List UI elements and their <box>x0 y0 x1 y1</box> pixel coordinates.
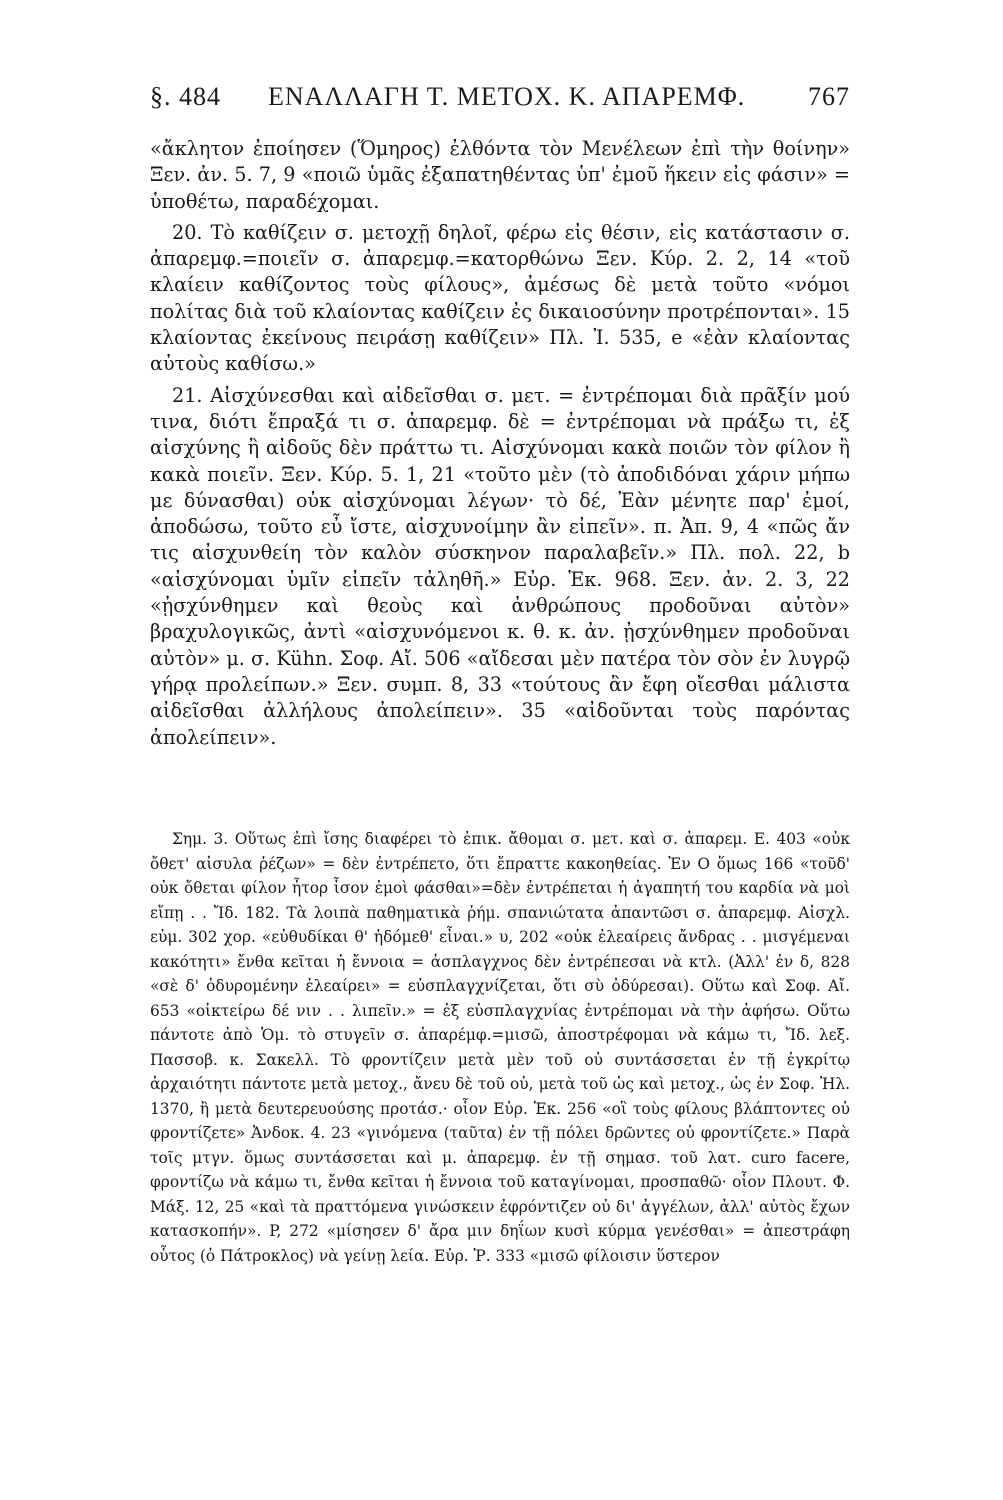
paragraph-20: 20. Τὸ καθίζειν σ. μετοχῇ δηλοῖ, φέρω εἰς θέσιν, εἰς κατάστασιν σ. ἀπαρεμφ.=ποιεῖν σ. ἀπαρεμφ.=κατορθώνω Ξεν. Κύρ. 2. 2, 14 «τοῦ κλαίειν καθίζοντος τοὺς φίλους», ἀμέσως δὲ μετὰ τοῦτο «νόμοι πολίτας διὰ τοῦ κλαίοντας καθίζειν ἐς δικαιοσύνην προτρέπονται». 15 κλαίοντας ἐκείνους πειράσῃ καθίζειν» Πλ. Ἰ. 535, e «ἐὰν κλαίοντας αὐτοὺς καθίσω.» <box>150 220 850 376</box>
footnote-block <box>150 827 850 1268</box>
paragraph-continuation: «ἄκλητον ἐποίησεν (Ὅμηρος) ἐλθόντα τὸν Μενέλεων ἐπὶ τὴν θοίνην» Ξεν. ἀν. 5. 7, 9 «ποιῶ ὑμᾶς ἐξαπατηθέντας ὑπ' ἐμοῦ ἥκειν εἰς φάσιν» = ὑποθέτω, παραδέχομαι. <box>150 137 850 213</box>
section-number: §. 484 <box>150 82 221 111</box>
running-title: ΕΝΑΛΛΑΓΗ Τ. ΜΕΤΟΧ. Κ. ΑΠΑΡΕΜΦ. <box>268 82 746 111</box>
paragraph-21: 21. Αἰσχύνεσθαι καὶ αἰδεῖσθαι σ. μετ. = ἐντρέπομαι διὰ πρᾶξίν μού τινα, διότι ἔπραξά τι σ. ἀπαρεμφ. δὲ = ἐντρέπομαι νὰ πράξω τι, ἐξ αἰσχύνης ἢ αἰδοῦς δὲν πράττω τι. Αἰσχύνομαι κακὰ ποιῶν τὸν φίλον ἢ κακὰ ποιεῖν. Ξεν. Κύρ. 5. 1, 21 «τοῦτο μὲν (τὸ ἀποδιδόναι χάριν μήπω με δύνασθαι) οὐκ αἰσχύνομαι λέγων· τὸ δέ, Ἐὰν μένητε παρ' ἐμοί, ἀποδώσω, τοῦτο εὖ ἴστε, αἰσχυνοίμην ἂν εἰπεῖν». π. Ἀπ. 9, 4 «πῶς ἄν τις αἰσχυνθείη τὸν καλὸν σύσκηνον παραλαβεῖν.» Πλ. πολ. 22, b «αἰσχύνομαι ὑμῖν εἰπεῖν τἀληθῆ.» Εὐρ. Ἑκ. 968. Ξεν. ἀν. 2. 3, 22 «ᾐσχύνθημεν καὶ θεοὺς καὶ ἀνθρώπους προδοῦναι αὐτὸν» βραχυλογικῶς, ἀντὶ «αἰσχυνόμενοι κ. θ. κ. ἀν. ᾐσχύνθημεν προδοῦναι αὐτὸν» μ. σ. Kühn. Σοφ. Αἴ. 506 «αἴδεσαι μὲν πατέρα τὸν σὸν ἐν λυγρῷ γήρᾳ προλείπων.» Ξεν. συμπ. 8, 33 «τούτους ἂν ἔφη οἴεσθαι μάλιστα αἰδεῖσθαι ἀλλήλους ἀπολείπειν». 35 «αἰδοῦνται τοὺς παρόντας ἀπολείπειν». <box>150 383 850 749</box>
page-number: 767 <box>808 82 850 111</box>
main-text <box>150 136 850 751</box>
note-3: Σημ. 3. Οὕτως ἐπὶ ἴσης διαφέρει τὸ ἐπικ. ἄθομαι σ. μετ. καὶ σ. ἀπαρεμ. Ε. 403 «οὐκ ὄθετ' αἰσυλα ῥέζων» = δὲν ἐντρέπετο, ὅτι ἔπραττε κακοηθείας. Ἐν Ο ὅμως 166 «τοῦδ' οὐκ ὄθεται φίλον ἦτορ ἶσον ἐμοὶ φάσθαι»=δὲν ἐντρέπεται ἡ ἀγαπητή του καρδία νὰ μοὶ εἴπῃ . . Ἴδ. 182. Τὰ λοιπὰ παθηματικὰ ῥήμ. σπανιώτατα ἀπαντῶσι σ. ἀπαρεμφ. Αἰσχλ. εὐμ. 302 χορ. «εὐθυδίκαι θ' ἡδόμεθ' εἶναι.» υ, 202 «οὐκ ἐλεαίρεις ἄνδρας . . μισγέμεναι κακότητι» ἔνθα κεῖται ἡ ἔννοια = ἀσπλαγχνος δὲν ἐντρέπεσαι νὰ κτλ. (Ἀλλ' ἐν δ, 828 «σὲ δ' ὀδυρομένην ἐλεαίρει» = εὐσπλαγχνίζεται, ὅτι σὺ ὀδύρεσαι). Οὕτω καὶ Σοφ. Αἴ. 653 «οἰκτείρω δέ νιν . . λιπεῖν.» = ἐξ εὐσπλαγχνίας ἐντρέπομαι νὰ τὴν ἀφήσω. Οὕτω πάντοτε ἀπὸ Ὁμ. τὸ στυγεῖν σ. ἀπαρέμφ.=μισῶ, ἀποστρέφομαι νὰ κάμω τι, Ἴδ. λεξ. Πασσοβ. κ. Σακελλ. Τὸ φροντίζειν μετὰ μὲν τοῦ οὐ συντάσσεται ἐν τῇ ἐγκρίτῳ ἀρχαιότητι πάντοτε μετὰ μετοχ., ἄνευ δὲ τοῦ οὐ, μετὰ τοῦ ὡς καὶ μετοχ., ὡς ἐν Σοφ. Ἠλ. 1370, ἢ μετὰ δευτερευούσης προτάσ.· οἷον Εὐρ. Ἑκ. 256 «οἳ τοὺς φίλους βλάπτοντες οὐ φροντίζετε» Ἀνδοκ. 4. 23 «γινόμενα (ταῦτα) ἐν τῇ πόλει δρῶντες οὐ φροντίζετε.» Παρὰ τοῖς μτγν. ὅμως συντάσσεται καὶ μ. ἀπαρεμφ. ἐν τῇ σημασ. τοῦ λατ. curo facere, φροντίζω νὰ κάμω τι, ἔνθα κεῖται ἡ ἔννοια τοῦ καταγίνομαι, προσπαθῶ· οἷον Πλουτ. Φ. Μάξ. 12, 25 «καὶ τὰ πραττόμενα γινώσκειν ἐφρόντιζεν οὐ δι' ἀγγέλων, ἀλλ' αὐτὸς ἔχων κατασκοπήν». P, 272 «μίσησεν δ' ἄρα μιν δηΐων κυσὶ κύρμα γενέσθαι» = ἀπεστράφη οὗτος (ὁ Πάτροκλος) νὰ γείνῃ λεία. Εὐρ. Ῥ. 333 «μισῶ φίλοισιν ὕστερον <box>150 830 850 1265</box>
running-header <box>150 82 850 122</box>
